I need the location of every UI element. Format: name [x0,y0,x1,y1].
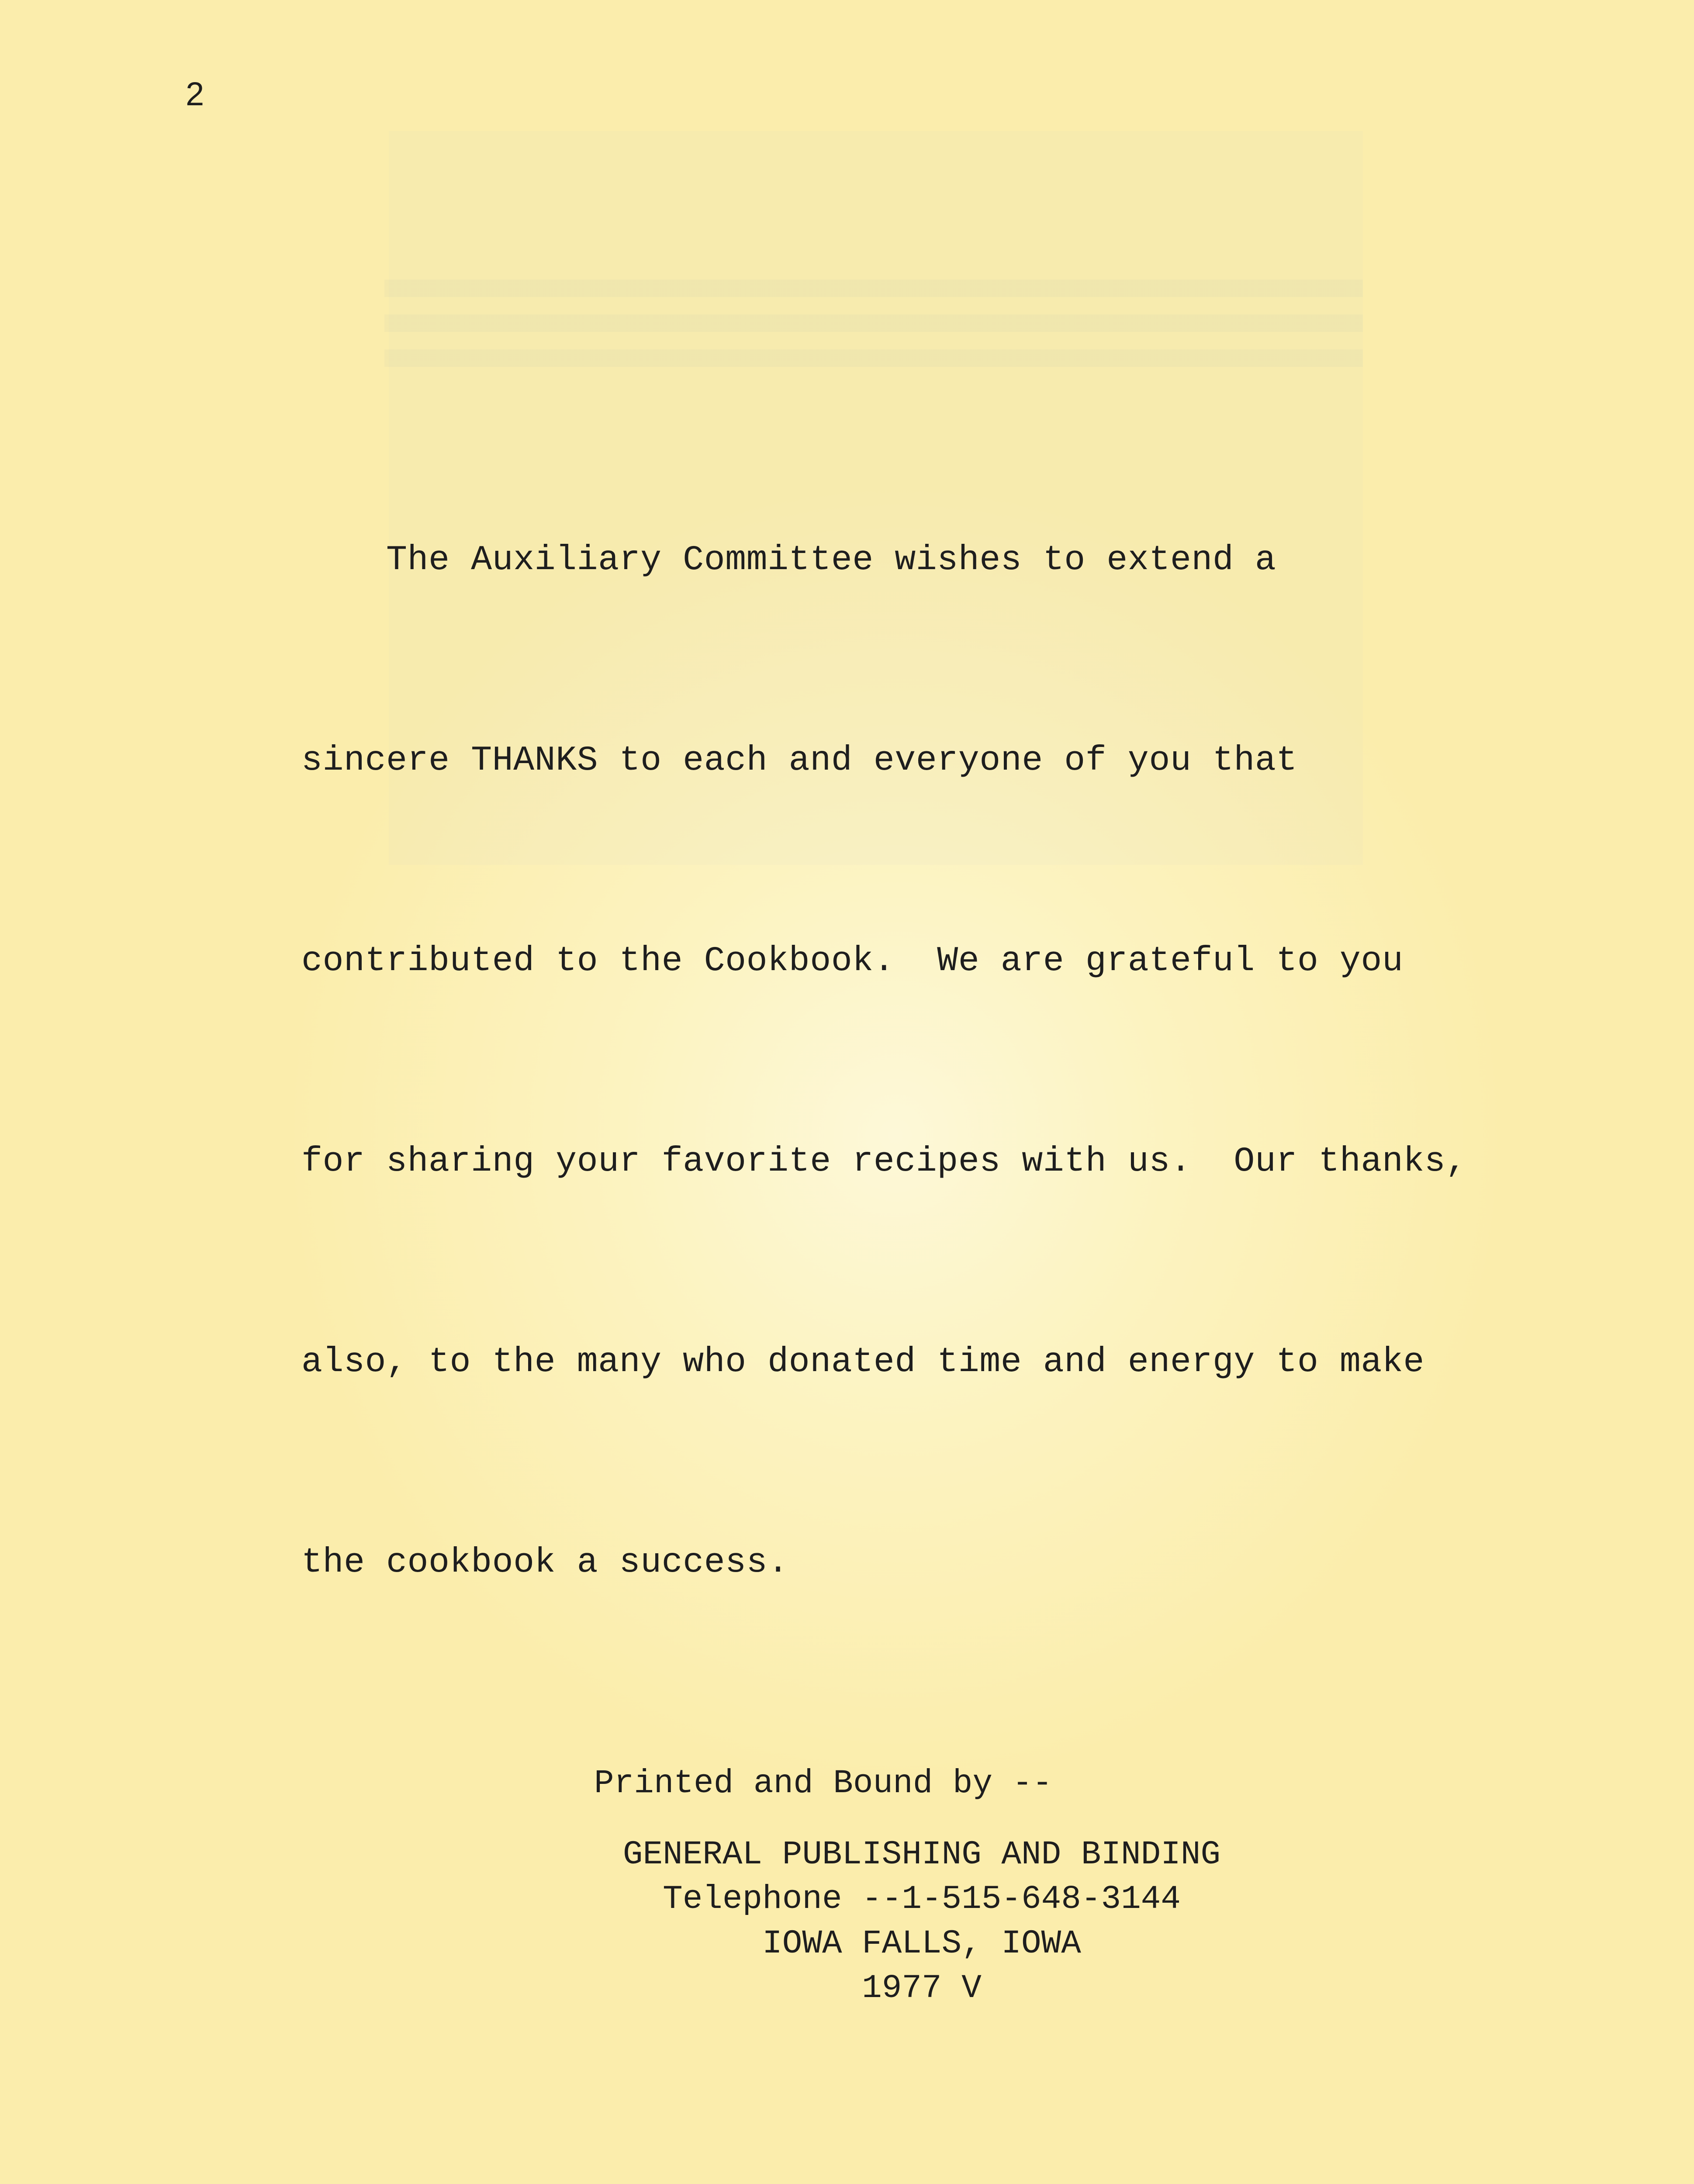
printer-credits [594,1765,1293,2007]
printer-location: IOWA FALLS, IOWA [762,1925,1081,1963]
printer-telephone: Telephone --1-515-648-3144 [663,1880,1181,1918]
printer-details [594,1832,1249,2011]
acknowledgment-line: contributed to the Cookbook. We are grateful to you [301,941,1404,981]
printer-heading: Printed and Bound by -- [594,1765,1052,1802]
acknowledgment-line: sincere THANKS to each and everyone of you that [301,741,1297,781]
acknowledgment-line: for sharing your favorite recipes with us. Our thanks, [301,1142,1467,1182]
page-number: 2 [186,76,204,113]
acknowledgment-line: the cookbook a success. [301,1543,789,1583]
bleed-through-lines [384,280,1363,384]
printer-year: 1977 V [862,1970,982,2007]
printer-company: GENERAL PUBLISHING AND BINDING [622,1836,1221,1873]
acknowledgment-paragraph [301,393,1525,1730]
acknowledgment-line: also, to the many who donated time and energy to make [301,1342,1424,1382]
acknowledgment-line: The Auxiliary Committee wishes to extend a [301,540,1276,580]
